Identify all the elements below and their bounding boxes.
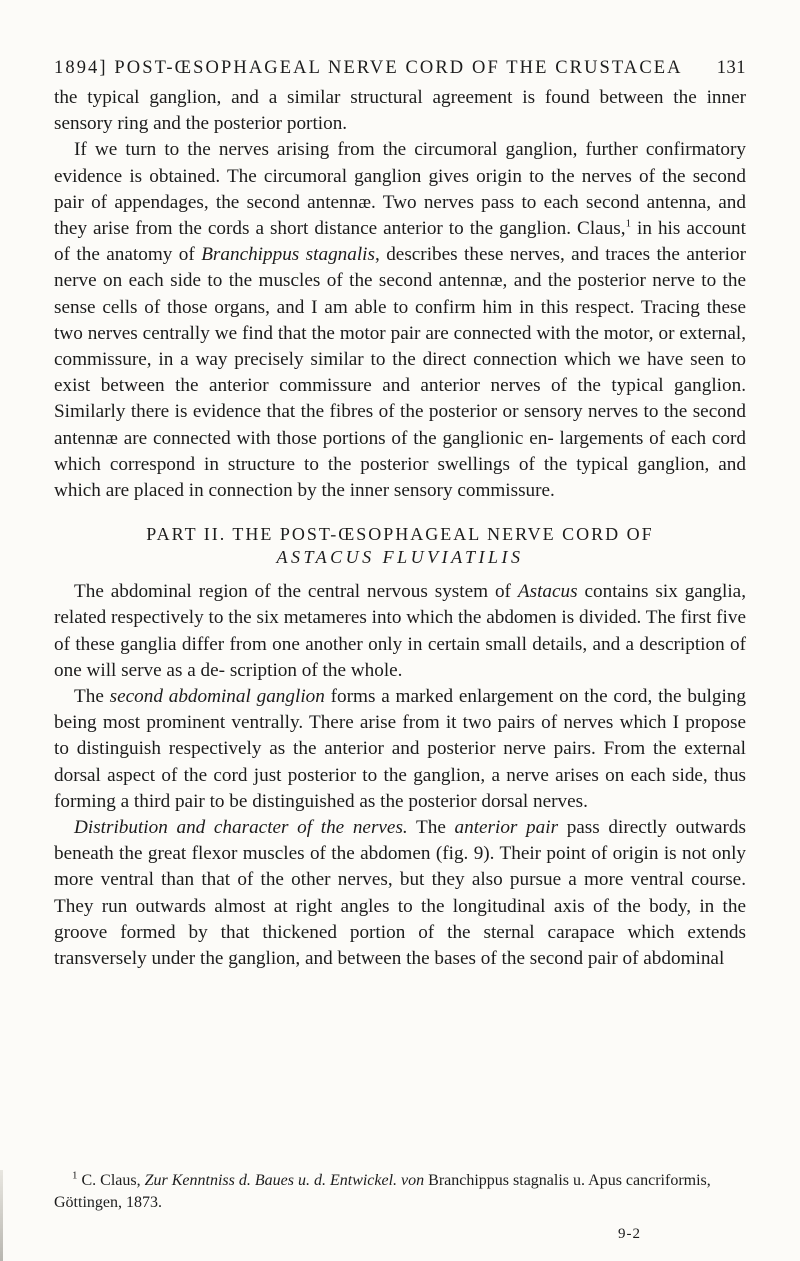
paragraph-5-text-b: pass directly outwards beneath the great flexor muscles of the abdomen (fig. 9). Their point of origin is not only more ventral than that of the other nerves, but they also pursue a more ventral course. They run outwards almost at right angles to the longitudinal axis of the body, in the groove formed by that thickened portion of the sternal carapace which extends transversely under the ganglion, and between the bases of the second pair of abdominal: [54, 817, 746, 970]
part-heading-line-2: ASTACUS FLUVIATILIS: [276, 547, 524, 568]
paragraph-2-text-a: If we turn to the nerves arising from the circumoral ganglion, further confirmatory evidence is obtained. The circumoral ganglion gives origin to the nerves of the second pair of appendages, the second antennæ. Two nerves pass to each second antenna, and they arise from the cords a short distance anterior to the ganglion. Claus,: [54, 139, 746, 240]
paragraph-4-italic: second abdominal ganglion: [109, 686, 325, 708]
species-name: Branchippus stagnalis: [201, 244, 375, 266]
section-run-in-heading: Distribution and character of the nerves.: [74, 817, 408, 839]
paragraph-4-text-a: The: [74, 686, 110, 708]
part-heading: [54, 523, 746, 569]
paragraph-5: [54, 815, 746, 972]
footnote-mark: 1: [72, 1169, 78, 1182]
footnote-text-b: Branchippus stagnalis u. Apus cancriformis, Göttingen, 1873.: [54, 1172, 711, 1211]
paragraph-1-text: the typical ganglion, and a similar structural agreement is found between the inner sensory ring and the posterior portion.: [54, 87, 746, 135]
paragraph-3-text-b: contains six ganglia, related respectively to the six metameres into which the abdomen is divided. The first five of these ganglia differ from one another only in certain small details, and a description of one will serve as a de- scription of the whole.: [54, 581, 746, 681]
footnote: [54, 1170, 746, 1214]
genus-name: Astacus: [517, 581, 578, 603]
paragraph-1: [54, 85, 746, 137]
page-edge-shadow: [0, 1170, 3, 1261]
signature-mark: 9-2: [618, 1226, 641, 1242]
paragraph-4: [54, 684, 746, 815]
part-heading-line-1: PART II. THE POST-ŒSOPHAGEAL NERVE CORD OF: [146, 524, 654, 545]
body-text: [54, 85, 746, 972]
running-title: 1894] POST-ŒSOPHAGEAL NERVE CORD OF THE CRUSTACEA: [54, 58, 683, 78]
paragraph-2: [54, 137, 746, 504]
paragraph-2-text-c: , describes these nerves, and traces the anterior nerve on each side to the muscles of the second antennæ, and the posterior nerve to the sense cells of those organs, and I am able to confirm him in this respect. Tracing these two nerves centrally we find that the motor pair are connected with the motor, or external, commissure, in a way precisely similar to the direct connection which we have seen to exist between the anterior commissure and anterior nerves of the typical ganglion. Similarly there is evidence that the fibres of the posterior or sensory nerves to the second antennæ are connected with those portions of the ganglionic en- largements of each cord which correspond in structure to the posterior swellings of the typical ganglion, and which are placed in connection by the inner sensory commissure.: [54, 244, 746, 502]
footnote-ref: 1: [625, 217, 632, 230]
paragraph-5-italic: anterior pair: [454, 817, 559, 839]
paragraph-4-text-b: forms a marked enlargement on the cord, the bulging being most prominent ventrally. There arise from it two pairs of nerves which I propose to distinguish respectively as the anterior and posterior nerve pairs. From the external dorsal aspect of the cord just posterior to the ganglion, a nerve arises on each side, thus forming a third pair to be distinguished as the posterior dorsal nerves.: [54, 686, 746, 812]
paragraph-3: [54, 579, 746, 684]
page-number: 131: [716, 58, 746, 78]
footnote-text-a: C. Claus,: [77, 1172, 145, 1189]
paragraph-3-text-a: The abdominal region of the central nervous system of: [74, 581, 518, 603]
paragraph-5-text-a: The: [407, 817, 455, 839]
paragraph-2-text-b: in his account of the anatomy of: [54, 218, 746, 266]
footnote-italic-title: Zur Kenntniss d. Baues u. d. Entwickel. von: [144, 1172, 425, 1189]
running-header: [54, 58, 746, 86]
